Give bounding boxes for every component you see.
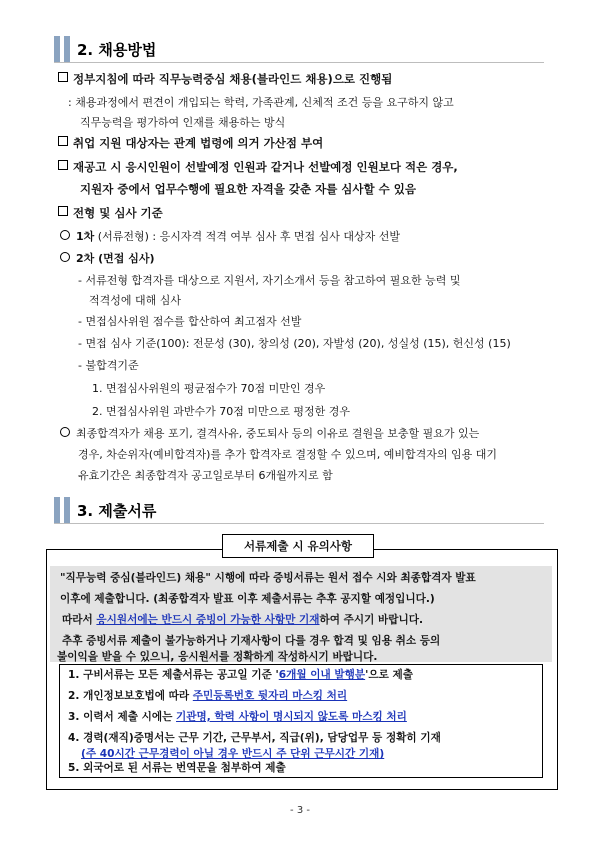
- list-item: 전형 및 심사 기준: [58, 205, 163, 221]
- circle-bullet-icon: [60, 252, 70, 262]
- rule-item: 3. 이력서 제출 시에는 기관명, 학력 사항이 명시되지 않도록 마스킹 처리: [68, 711, 407, 723]
- rule-item: 1. 구비서류는 모든 제출서류는 공고일 기준 '6개월 이내 발행분'으로 제출: [68, 669, 414, 681]
- header-accent-bar: [64, 497, 70, 523]
- header-accent-bar: [64, 36, 70, 62]
- header-accent-bar: [54, 497, 60, 523]
- notice-line: 추후 증빙서류 제출이 불가능하거나 기재사항이 다를 경우 합격 및 임용 취소 등의: [62, 635, 441, 647]
- fail-criteria-item: 1. 면접심사위원의 평균점수가 70점 미만인 경우: [92, 382, 326, 395]
- list-item: 취업 지원 대상자는 관계 법령에 의거 가산점 부여: [58, 135, 323, 151]
- header-accent-bar: [54, 36, 60, 62]
- highlight-text: 주민등록번호 뒷자리 마스킹 처리: [192, 690, 348, 702]
- note-text: 직무능력을 평가하여 인재를 채용하는 방식: [80, 116, 286, 129]
- notice-line: "직무능력 중심(블라인드) 채용" 시행에 따라 증빙서류는 원서 접수 시와 최종합격자 발표: [60, 572, 476, 584]
- notice-box-title: 서류제출 시 유의사항: [222, 534, 374, 558]
- notice-line: 따라서 응시원서에는 반드시 증빙이 가능한 사항만 기재하여 주시기 바랍니다.: [62, 614, 424, 626]
- highlight-text: 기관명, 학력 사항이 명시되지 않도록 마스킹 처리: [176, 711, 407, 723]
- rule-note: (주 40시간 근무경력이 아닐 경우 반드시 주 단위 근무시간 기재): [81, 748, 385, 760]
- rule-item: 2. 개인정보보호법에 따라 주민등록번호 뒷자리 마스킹 처리: [68, 690, 348, 702]
- notice-line: 불이익을 받을 수 있으니, 응시원서를 정확하게 작성하시기 바랍니다.: [57, 651, 378, 663]
- rule-item: 5. 외국어로 된 서류는 번역문을 첨부하여 제출: [68, 762, 286, 774]
- section-2-title: 2. 채용방법: [77, 41, 157, 59]
- notice-line: 이후에 제출합니다. (최종합격자 발표 이후 제출서류는 추후 공지할 예정입니다.): [60, 593, 435, 605]
- stage-1: 1차 (서류전형) : 응시자격 적격 여부 심사 후 면접 심사 대상자 선발: [60, 228, 400, 244]
- list-item-continuation: 지원자 중에서 업무수행에 필요한 자격을 갖춘 자를 심사할 수 있음: [80, 182, 416, 196]
- note-text: : 채용과정에서 편견이 개입되는 학력, 가족관계, 신체적 조건 등을 요구하지 않고: [68, 96, 454, 109]
- stage-2: 2차 (면접 심사): [60, 250, 155, 266]
- circle-bullet-icon: [60, 427, 70, 437]
- list-item: 정부지침에 따라 직무능력중심 채용(블라인드 채용)으로 진행됨: [58, 71, 392, 87]
- sub-bullet: - 서류전형 합격자를 대상으로 지원서, 자기소개서 등을 참고하여 필요한 능력 및: [78, 274, 461, 287]
- rule-item: 4. 경력(재직)증명서는 근무 기간, 근무부서, 직급(위), 담당업무 등 정확히 기재: [68, 732, 441, 744]
- highlight-text: 6개월 이내 발행분: [278, 669, 366, 681]
- section-3-title: 3. 제출서류: [77, 502, 157, 520]
- checkbox-square-icon: [58, 136, 68, 146]
- sub-bullet: - 불합격기준: [78, 359, 139, 372]
- section-3-header: [54, 497, 544, 524]
- fail-criteria-item: 2. 면접심사위원 과반수가 70점 미만으로 평정한 경우: [92, 405, 350, 418]
- reserve-paragraph-line: 경우, 차순위자(예비합격자)를 추가 합격자로 결정할 수 있으며, 예비합격자의 임용 대기: [78, 448, 497, 461]
- reserve-paragraph-line: 유효기간은 최종합격자 공고일로부터 6개월까지로 함: [78, 469, 333, 482]
- highlight-text: 응시원서에는 반드시 증빙이 가능한 사항만 기재: [96, 614, 320, 626]
- checkbox-square-icon: [58, 206, 68, 216]
- sub-bullet-continuation: 적격성에 대해 심사: [89, 294, 182, 307]
- circle-bullet-icon: [60, 230, 70, 240]
- reserve-paragraph: 최종합격자가 채용 포기, 결격사유, 중도퇴사 등의 이유로 결원을 보충할 필요가 있는: [60, 425, 479, 441]
- sub-bullet: - 면접 심사 기준(100): 전문성 (30), 창의성 (20), 자발성 (20), 성실성 (15), 헌신성 (15): [78, 337, 511, 350]
- list-item: 재공고 시 응시인원이 선발예정 인원과 같거나 선발예정 인원보다 적은 경우,: [58, 159, 458, 175]
- checkbox-square-icon: [58, 72, 68, 82]
- checkbox-square-icon: [58, 160, 68, 170]
- sub-bullet: - 면접심사위원 점수를 합산하여 최고점자 선발: [78, 315, 302, 328]
- page-number: - 3 -: [290, 805, 310, 816]
- section-2-header: [54, 36, 544, 63]
